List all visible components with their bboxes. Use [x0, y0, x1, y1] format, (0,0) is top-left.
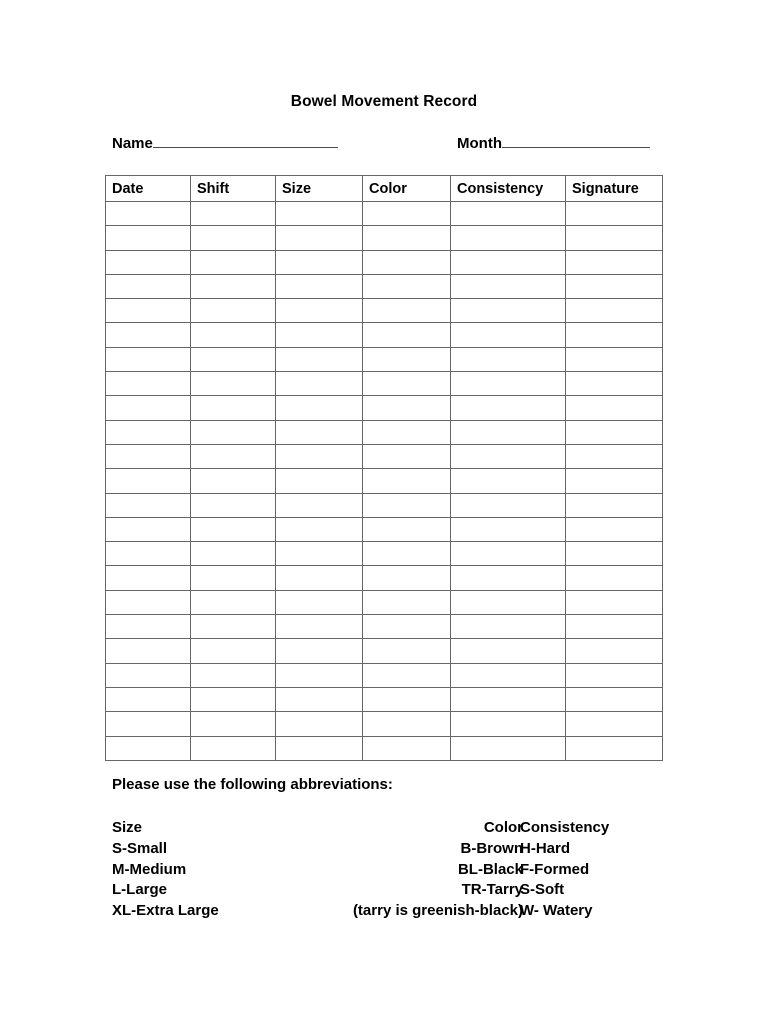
table-cell-signature[interactable] — [566, 590, 663, 614]
table-cell-signature[interactable] — [566, 202, 663, 226]
table-row — [106, 687, 663, 711]
table-cell-color[interactable] — [363, 493, 451, 517]
table-cell-size[interactable] — [276, 469, 363, 493]
table-cell-signature[interactable] — [566, 226, 663, 250]
table-cell-signature[interactable] — [566, 299, 663, 323]
table-cell-date[interactable] — [106, 250, 191, 274]
table-cell-shift[interactable] — [191, 493, 276, 517]
table-cell-date[interactable] — [106, 444, 191, 468]
table-cell-color[interactable] — [363, 299, 451, 323]
table-cell-consistency[interactable] — [451, 542, 566, 566]
table-row — [106, 250, 663, 274]
table-cell-shift[interactable] — [191, 396, 276, 420]
table-cell-size[interactable] — [276, 444, 363, 468]
table-row — [106, 615, 663, 639]
table-cell-consistency[interactable] — [451, 299, 566, 323]
table-cell-signature[interactable] — [566, 444, 663, 468]
legend-entry-color-3: (tarry is greenish-black) — [352, 902, 523, 920]
table-cell-size[interactable] — [276, 712, 363, 736]
table-row — [106, 274, 663, 298]
table-row — [106, 493, 663, 517]
table-cell-consistency[interactable] — [451, 372, 566, 396]
table-cell-shift[interactable] — [191, 542, 276, 566]
table-cell-signature[interactable] — [566, 396, 663, 420]
table-cell-shift[interactable] — [191, 444, 276, 468]
table-cell-signature[interactable] — [566, 712, 663, 736]
legend-entry-size-1: M-Medium — [112, 860, 187, 878]
table-cell-signature[interactable] — [566, 347, 663, 371]
table-cell-color[interactable] — [363, 542, 451, 566]
table-cell-signature[interactable] — [566, 274, 663, 298]
legend-entry-consistency-2: S-Soft — [520, 881, 565, 899]
table-cell-color[interactable] — [363, 517, 451, 541]
legend-entry-color-0: B-Brown — [460, 839, 523, 857]
table-cell-consistency[interactable] — [451, 444, 566, 468]
bowel-movement-table — [105, 175, 663, 761]
table-row — [106, 347, 663, 371]
table-cell-shift[interactable] — [191, 712, 276, 736]
column-header-signature: Signature — [566, 176, 663, 202]
table-row — [106, 299, 663, 323]
legend-entry-color-2: TR-Tarry — [461, 881, 523, 899]
table-cell-shift[interactable] — [191, 202, 276, 226]
table-row — [106, 736, 663, 760]
page-title: Bowel Movement Record — [290, 93, 478, 110]
table-cell-size[interactable] — [276, 226, 363, 250]
legend-entry-size-2: L-Large — [112, 881, 168, 899]
legend-heading-color: Color — [483, 819, 523, 836]
table-cell-consistency[interactable] — [451, 469, 566, 493]
table-cell-signature[interactable] — [566, 250, 663, 274]
legend-entry-consistency-3: W- Watery — [520, 902, 593, 920]
table-cell-size[interactable] — [276, 566, 363, 590]
table-row — [106, 323, 663, 347]
table-cell-consistency[interactable] — [451, 590, 566, 614]
table-cell-size[interactable] — [276, 274, 363, 298]
table-cell-size[interactable] — [276, 639, 363, 663]
table-row — [106, 542, 663, 566]
column-header-color: Color — [363, 176, 451, 202]
legend-intro: Please use the following abbreviations: — [112, 776, 393, 793]
table-cell-shift[interactable] — [191, 274, 276, 298]
table-cell-color[interactable] — [363, 250, 451, 274]
table-cell-shift[interactable] — [191, 615, 276, 639]
table-cell-consistency[interactable] — [451, 517, 566, 541]
legend-column-size — [112, 818, 219, 922]
name-field-rule[interactable] — [153, 134, 338, 148]
table-cell-consistency[interactable] — [451, 420, 566, 444]
column-header-shift: Shift — [191, 176, 276, 202]
month-field[interactable] — [457, 134, 650, 152]
table-cell-color[interactable] — [363, 444, 451, 468]
table-cell-date[interactable] — [106, 420, 191, 444]
table-cell-date[interactable] — [106, 347, 191, 371]
table-cell-color[interactable] — [363, 202, 451, 226]
table-cell-consistency[interactable] — [451, 202, 566, 226]
legend-entry-size-3: XL-Extra Large — [112, 902, 219, 920]
table-cell-size[interactable] — [276, 542, 363, 566]
table-row — [106, 396, 663, 420]
table-cell-date[interactable] — [106, 226, 191, 250]
table-cell-size[interactable] — [276, 615, 363, 639]
table-cell-signature[interactable] — [566, 736, 663, 760]
table-row — [106, 663, 663, 687]
table-cell-date[interactable] — [106, 639, 191, 663]
table-cell-color[interactable] — [363, 687, 451, 711]
legend-entry-consistency-0: H-Hard — [520, 839, 571, 857]
table-cell-shift[interactable] — [191, 250, 276, 274]
table-cell-color[interactable] — [363, 226, 451, 250]
table-cell-color[interactable] — [363, 274, 451, 298]
table-cell-consistency[interactable] — [451, 226, 566, 250]
table-cell-date[interactable] — [106, 542, 191, 566]
table-cell-consistency[interactable] — [451, 566, 566, 590]
table-cell-shift[interactable] — [191, 687, 276, 711]
table-cell-signature[interactable] — [566, 542, 663, 566]
legend-heading-size: Size — [112, 819, 143, 836]
table-cell-date[interactable] — [106, 517, 191, 541]
table-cell-size[interactable] — [276, 590, 363, 614]
table-cell-shift[interactable] — [191, 372, 276, 396]
legend-entry-color-1: BL-Black — [457, 860, 523, 878]
table-cell-size[interactable] — [276, 687, 363, 711]
column-header-consistency: Consistency — [451, 176, 566, 202]
table-cell-signature[interactable] — [566, 469, 663, 493]
table-cell-size[interactable] — [276, 493, 363, 517]
table-cell-color[interactable] — [363, 736, 451, 760]
table-cell-date[interactable] — [106, 323, 191, 347]
table-cell-signature[interactable] — [566, 615, 663, 639]
name-field[interactable] — [112, 134, 338, 152]
table-cell-size[interactable] — [276, 202, 363, 226]
table-cell-shift[interactable] — [191, 517, 276, 541]
table-cell-signature[interactable] — [566, 323, 663, 347]
table-cell-consistency[interactable] — [451, 250, 566, 274]
table-cell-shift[interactable] — [191, 420, 276, 444]
table-cell-shift[interactable] — [191, 590, 276, 614]
table-cell-color[interactable] — [363, 712, 451, 736]
legend-heading-consistency: Consistency — [520, 819, 610, 836]
table-cell-shift[interactable] — [191, 347, 276, 371]
table-cell-date[interactable] — [106, 712, 191, 736]
column-header-date: Date — [106, 176, 191, 202]
table-cell-size[interactable] — [276, 299, 363, 323]
table-cell-size[interactable] — [276, 347, 363, 371]
table-cell-consistency[interactable] — [451, 615, 566, 639]
table-cell-date[interactable] — [106, 615, 191, 639]
table-cell-shift[interactable] — [191, 469, 276, 493]
table-row — [106, 566, 663, 590]
table-row — [106, 590, 663, 614]
table-cell-consistency[interactable] — [451, 687, 566, 711]
table-cell-size[interactable] — [276, 250, 363, 274]
table-row — [106, 226, 663, 250]
table-row — [106, 639, 663, 663]
form-fields-row — [112, 134, 672, 158]
table-cell-shift[interactable] — [191, 663, 276, 687]
table-cell-consistency[interactable] — [451, 493, 566, 517]
table-cell-size[interactable] — [276, 517, 363, 541]
table-cell-shift[interactable] — [191, 226, 276, 250]
month-field-label: Month — [457, 135, 502, 152]
table-cell-date[interactable] — [106, 566, 191, 590]
legend-entry-consistency-1: F-Formed — [520, 860, 590, 878]
table-cell-size[interactable] — [276, 323, 363, 347]
table-cell-color[interactable] — [363, 663, 451, 687]
table-cell-size[interactable] — [276, 663, 363, 687]
table-cell-date[interactable] — [106, 687, 191, 711]
table-cell-signature[interactable] — [566, 639, 663, 663]
table-cell-consistency[interactable] — [451, 712, 566, 736]
table-cell-size[interactable] — [276, 372, 363, 396]
legend-entry-size-0: S-Small — [112, 839, 168, 857]
table-cell-signature[interactable] — [566, 517, 663, 541]
table-cell-consistency[interactable] — [451, 639, 566, 663]
table-row — [106, 469, 663, 493]
table-cell-shift[interactable] — [191, 566, 276, 590]
table-cell-shift[interactable] — [191, 299, 276, 323]
table-cell-color[interactable] — [363, 469, 451, 493]
column-header-size: Size — [276, 176, 363, 202]
table-body — [106, 202, 663, 761]
table-cell-signature[interactable] — [566, 372, 663, 396]
table-cell-color[interactable] — [363, 566, 451, 590]
table-cell-date[interactable] — [106, 590, 191, 614]
table-cell-signature[interactable] — [566, 493, 663, 517]
table-cell-shift[interactable] — [191, 736, 276, 760]
table-cell-signature[interactable] — [566, 566, 663, 590]
table-cell-color[interactable] — [363, 347, 451, 371]
month-field-rule[interactable] — [502, 134, 650, 148]
table-cell-date[interactable] — [106, 396, 191, 420]
table-row — [106, 372, 663, 396]
table-cell-consistency[interactable] — [451, 736, 566, 760]
table-cell-color[interactable] — [363, 323, 451, 347]
table-cell-date[interactable] — [106, 372, 191, 396]
table-cell-shift[interactable] — [191, 323, 276, 347]
table-cell-signature[interactable] — [566, 663, 663, 687]
table-cell-size[interactable] — [276, 396, 363, 420]
table-cell-color[interactable] — [363, 396, 451, 420]
table-row — [106, 517, 663, 541]
table-cell-size[interactable] — [276, 736, 363, 760]
table-row — [106, 444, 663, 468]
name-field-label: Name — [112, 135, 153, 152]
table-cell-signature[interactable] — [566, 420, 663, 444]
table-cell-consistency[interactable] — [451, 274, 566, 298]
table-cell-consistency[interactable] — [451, 347, 566, 371]
legend-column-consistency — [520, 818, 609, 922]
table-row — [106, 202, 663, 226]
table-cell-consistency[interactable] — [451, 663, 566, 687]
table-cell-date[interactable] — [106, 736, 191, 760]
table-cell-date[interactable] — [106, 469, 191, 493]
table-cell-date[interactable] — [106, 299, 191, 323]
table-cell-consistency[interactable] — [451, 396, 566, 420]
table-cell-color[interactable] — [363, 615, 451, 639]
table-cell-color[interactable] — [363, 639, 451, 663]
table-cell-date[interactable] — [106, 663, 191, 687]
table-cell-date[interactable] — [106, 202, 191, 226]
table-cell-size[interactable] — [276, 420, 363, 444]
table-cell-consistency[interactable] — [451, 323, 566, 347]
abbreviations-legend — [112, 818, 672, 928]
table-row — [106, 420, 663, 444]
table-cell-date[interactable] — [106, 493, 191, 517]
table-cell-date[interactable] — [106, 274, 191, 298]
table-cell-color[interactable] — [363, 420, 451, 444]
table-row — [106, 712, 663, 736]
table-cell-color[interactable] — [363, 590, 451, 614]
table-cell-color[interactable] — [363, 372, 451, 396]
legend-column-color — [288, 818, 523, 922]
table-header-row — [106, 176, 663, 202]
table-cell-signature[interactable] — [566, 687, 663, 711]
table-cell-shift[interactable] — [191, 639, 276, 663]
